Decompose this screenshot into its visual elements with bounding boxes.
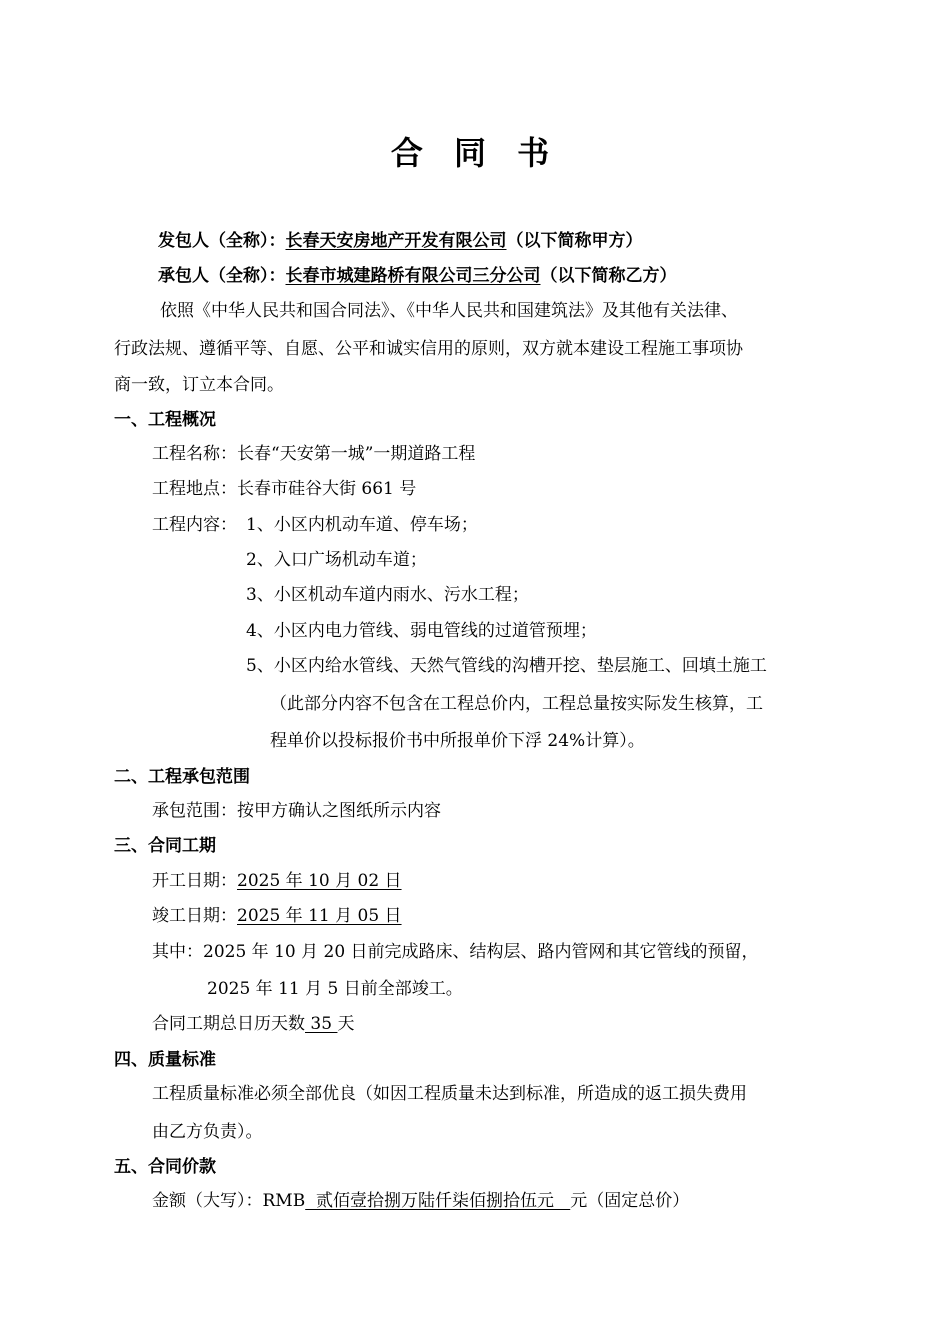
content-note-line-2: 程单价以投标报价书中所报单价下浮 24%计算）。 bbox=[270, 731, 645, 751]
total-days-unit: 天 bbox=[337, 1014, 355, 1034]
contractor-name: 长春市城建路桥有限公司三分公司 bbox=[285, 266, 541, 286]
preamble-line-2: 行政法规、遵循平等、自愿、公平和诚实信用的原则，双方就本建设工程施工事项协 bbox=[114, 339, 743, 359]
preamble-line-1: 依照《中华人民共和国合同法》、《中华人民共和国建筑法》及其他有关法律、 bbox=[160, 301, 738, 321]
section-heading-overview: 一、工程概况 bbox=[114, 410, 216, 430]
end-date-label: 竣工日期： bbox=[152, 906, 237, 926]
content-label: 工程内容： bbox=[152, 515, 237, 535]
preamble-line-3: 商一致，订立本合同。 bbox=[114, 375, 284, 395]
total-days-label: 合同工期总日历天数 bbox=[152, 1014, 305, 1034]
document-title: 合 同 书 bbox=[390, 134, 560, 172]
section-heading-quality: 四、质量标准 bbox=[114, 1050, 216, 1070]
content-item-2: 2、入口广场机动车道； bbox=[246, 550, 427, 570]
project-location-line: 工程地点：长春市硅谷大街 661 号 bbox=[152, 479, 417, 499]
start-date-line bbox=[152, 870, 402, 892]
amount-suffix: 元（固定总价） bbox=[570, 1191, 690, 1211]
total-days-line bbox=[152, 1013, 354, 1035]
employer-suffix: （以下简称甲方） bbox=[506, 231, 643, 251]
amount-label: 金额（大写）：RMB bbox=[152, 1191, 306, 1211]
schedule-detail-line-1: 其中：2025 年 10 月 20 日前完成路床、结构层、路内管网和其它管线的预留， bbox=[152, 942, 759, 962]
scope-line: 承包范围：按甲方确认之图纸所示内容 bbox=[152, 801, 441, 821]
start-date-label: 开工日期： bbox=[152, 871, 237, 891]
contractor-line bbox=[158, 265, 677, 287]
content-item-1: 1、小区内机动车道、停车场； bbox=[246, 515, 478, 535]
content-item-3: 3、小区机动车道内雨水、污水工程； bbox=[246, 585, 529, 605]
total-days-value: 35 bbox=[305, 1014, 338, 1034]
employer-line bbox=[158, 230, 643, 252]
start-date-value: 2025 年 10 月 02 日 bbox=[237, 871, 402, 891]
employer-name: 长春天安房地产开发有限公司 bbox=[285, 231, 507, 251]
amount-line bbox=[152, 1190, 689, 1212]
amount-value: 贰佰壹拾捌万陆仟柒佰捌拾伍元 bbox=[305, 1191, 571, 1211]
contractor-label: 承包人（全称）： bbox=[158, 266, 286, 286]
section-heading-scope: 二、工程承包范围 bbox=[114, 767, 250, 787]
section-heading-schedule: 三、合同工期 bbox=[114, 836, 216, 856]
contractor-suffix: （以下简称乙方） bbox=[540, 266, 677, 286]
content-item-5: 5、小区内给水管线、天然气管线的沟槽开挖、垫层施工、回填土施工 bbox=[246, 656, 767, 676]
section-heading-price: 五、合同价款 bbox=[114, 1157, 216, 1177]
end-date-line bbox=[152, 905, 402, 927]
quality-line-2: 由乙方负责）。 bbox=[152, 1122, 263, 1142]
schedule-detail-line-2: 2025 年 11 月 5 日前全部竣工。 bbox=[207, 979, 463, 999]
employer-label: 发包人（全称）： bbox=[158, 231, 286, 251]
content-item-4: 4、小区内电力管线、弱电管线的过道管预埋； bbox=[246, 621, 597, 641]
end-date-value: 2025 年 11 月 05 日 bbox=[237, 906, 402, 926]
project-name-line: 工程名称：长春“天安第一城”一期道路工程 bbox=[152, 444, 476, 464]
quality-line-1: 工程质量标准必须全部优良（如因工程质量未达到标准，所造成的返工损失费用 bbox=[152, 1084, 747, 1104]
content-note-line-1: （此部分内容不包含在工程总价内，工程总量按实际发生核算，工 bbox=[270, 694, 763, 714]
